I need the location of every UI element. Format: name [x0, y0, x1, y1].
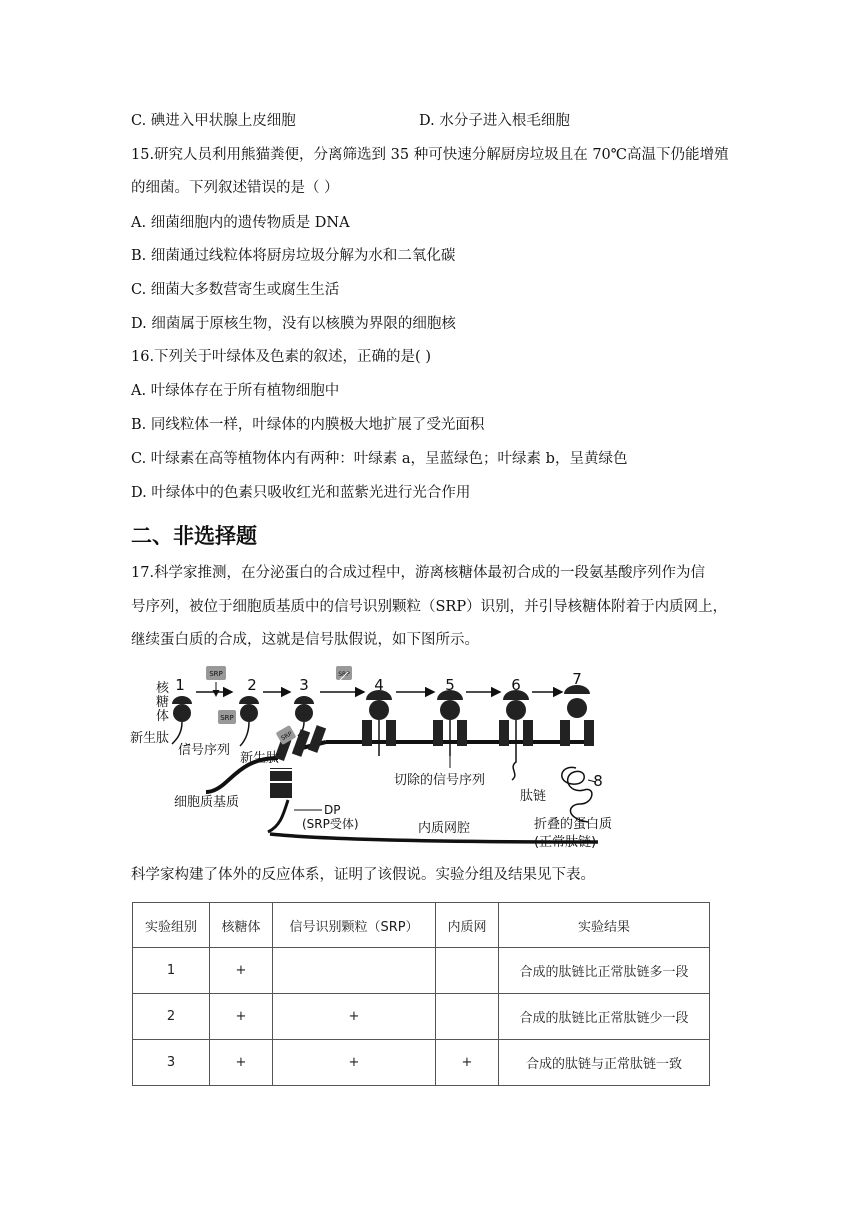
label-dp: DP	[324, 803, 341, 817]
label-ribosome-1: 核	[156, 681, 170, 696]
ribosome-7	[560, 685, 594, 746]
step-number-6: 6	[511, 676, 521, 694]
label-cytosol: 细胞质基质	[174, 795, 240, 810]
cell-srp: +	[273, 994, 436, 1040]
ribosome-5	[433, 690, 467, 756]
header-srp: 信号识别颗粒（SRP）	[273, 903, 436, 948]
ribosome-1	[172, 696, 192, 744]
step-number-1: 1	[175, 676, 185, 694]
q14-option-c	[131, 111, 296, 131]
ribosome-6	[499, 690, 533, 780]
cell-ribosome: +	[210, 1040, 273, 1086]
q15-option-c: C. 细菌大多数营寄生或腐生生活	[131, 282, 340, 298]
experiment-table	[132, 902, 710, 1086]
q17-stem-line2: 号序列，被位于细胞质基质中的信号识别颗粒（SRP）识别，并引导核糖体附着于内质网上，	[131, 599, 728, 615]
svg-text:SRP: SRP	[209, 670, 223, 678]
table-row	[133, 994, 710, 1040]
folded-protein-coil	[562, 767, 592, 822]
label-ribosome-2: 糖	[156, 695, 170, 710]
q16-option-a: A. 叶绿体存在于所有植物细胞中	[131, 383, 340, 399]
table-header-row	[133, 903, 710, 948]
svg-text:SRP: SRP	[338, 671, 350, 678]
cell-er: +	[436, 1040, 499, 1086]
cell-group: 2	[133, 994, 210, 1040]
q15-option-d: D. 细菌属于原核生物，没有以核膜为界限的细胞核	[131, 316, 456, 332]
header-ribosome: 核糖体	[210, 903, 273, 948]
label-ribosome-3: 体	[156, 709, 170, 724]
header-er: 内质网	[436, 903, 499, 948]
ribosome-4	[362, 690, 396, 756]
cell-ribosome: +	[210, 994, 273, 1040]
q16-option-c: C. 叶绿素在高等植物体内有两种：叶绿素 a，呈蓝绿色；叶绿素 b，呈黄绿色	[131, 451, 628, 467]
cell-group: 1	[133, 948, 210, 994]
svg-text:SRP: SRP	[279, 730, 294, 743]
q16-option-b: B. 同线粒体一样，叶绿体的内膜极大地扩展了受光面积	[131, 417, 485, 433]
q15-option-b: B. 细菌通过线粒体将厨房垃圾分解为水和二氧化碳	[131, 248, 456, 264]
cell-group: 3	[133, 1040, 210, 1086]
srp-particle-bound	[218, 710, 236, 724]
step-number-2: 2	[247, 676, 257, 694]
srp-particle-released	[336, 666, 352, 680]
signal-peptide-diagram	[128, 664, 618, 856]
q15-stem-line1: 15.研究人员利用熊猫粪便，分离筛选到 35 种可快速分解厨房垃圾且在 70℃高温下仍能增殖	[131, 147, 729, 163]
header-result: 实验结果	[499, 903, 710, 948]
cell-ribosome: +	[210, 948, 273, 994]
label-er-lumen: 内质网腔	[418, 821, 471, 836]
q14-option-c-text: C. 碘进入甲状腺上皮细胞	[131, 113, 296, 129]
label-nascent-peptide: 新生肽	[240, 751, 280, 766]
q16-option-d: D. 叶绿体中的色素只吸收红光和蓝紫光进行光合作用	[131, 485, 471, 501]
q17-stem-line3: 继续蛋白质的合成，这就是信号肽假说，如下图所示。	[131, 632, 479, 648]
step-number-5: 5	[445, 676, 455, 694]
srp-particle-docked	[276, 725, 297, 745]
svg-text:SRP: SRP	[220, 714, 234, 722]
header-group: 实验组别	[133, 903, 210, 948]
q14-option-d: D. 水分子进入根毛细胞	[419, 113, 570, 129]
ribosome-3	[294, 696, 314, 736]
section-title: 二、非选择题	[131, 524, 257, 548]
dp-receptor	[268, 768, 294, 798]
table-row	[133, 948, 710, 994]
cell-srp: +	[273, 1040, 436, 1086]
q15-stem-line2: 的细菌。下列叙述错误的是（ ）	[131, 180, 339, 196]
ribosome-2	[239, 696, 259, 746]
step-number-8: 8	[593, 772, 603, 790]
label-nascent-peptide-left: 新生肽	[130, 731, 170, 746]
cell-srp	[273, 948, 436, 994]
q16-stem: 16.下列关于叶绿体及色素的叙述，正确的是( )	[131, 349, 431, 365]
cell-result: 合成的肽链比正常肽链少一段	[499, 994, 710, 1040]
cell-er	[436, 994, 499, 1040]
label-normal-chain: (正常肽链)	[534, 835, 597, 850]
table-row	[133, 1040, 710, 1086]
label-signal-sequence: 信号序列	[178, 743, 231, 758]
step-number-4: 4	[374, 676, 384, 694]
q17-stem-line1: 17.科学家推测，在分泌蛋白的合成过程中，游离核糖体最初合成的一段氨基酸序列作为信	[131, 565, 706, 581]
q17-after-figure: 科学家构建了体外的反应体系，证明了该假说。实验分组及结果见下表。	[131, 867, 595, 883]
cell-result: 合成的肽链比正常肽链多一段	[499, 948, 710, 994]
cell-result: 合成的肽链与正常肽链一致	[499, 1040, 710, 1086]
label-cleaved-signal: 切除的信号序列	[394, 773, 486, 788]
label-srp-receptor: (SRP受体)	[302, 817, 359, 831]
cell-er	[436, 948, 499, 994]
label-folded-protein: 折叠的蛋白质	[534, 817, 613, 832]
q15-option-a: A. 细菌细胞内的遗传物质是 DNA	[131, 215, 350, 231]
label-peptide-chain: 肽链	[520, 789, 547, 804]
step-number-3: 3	[299, 676, 309, 694]
er-membrane-lower	[268, 800, 288, 832]
step-number-7: 7	[572, 670, 582, 688]
